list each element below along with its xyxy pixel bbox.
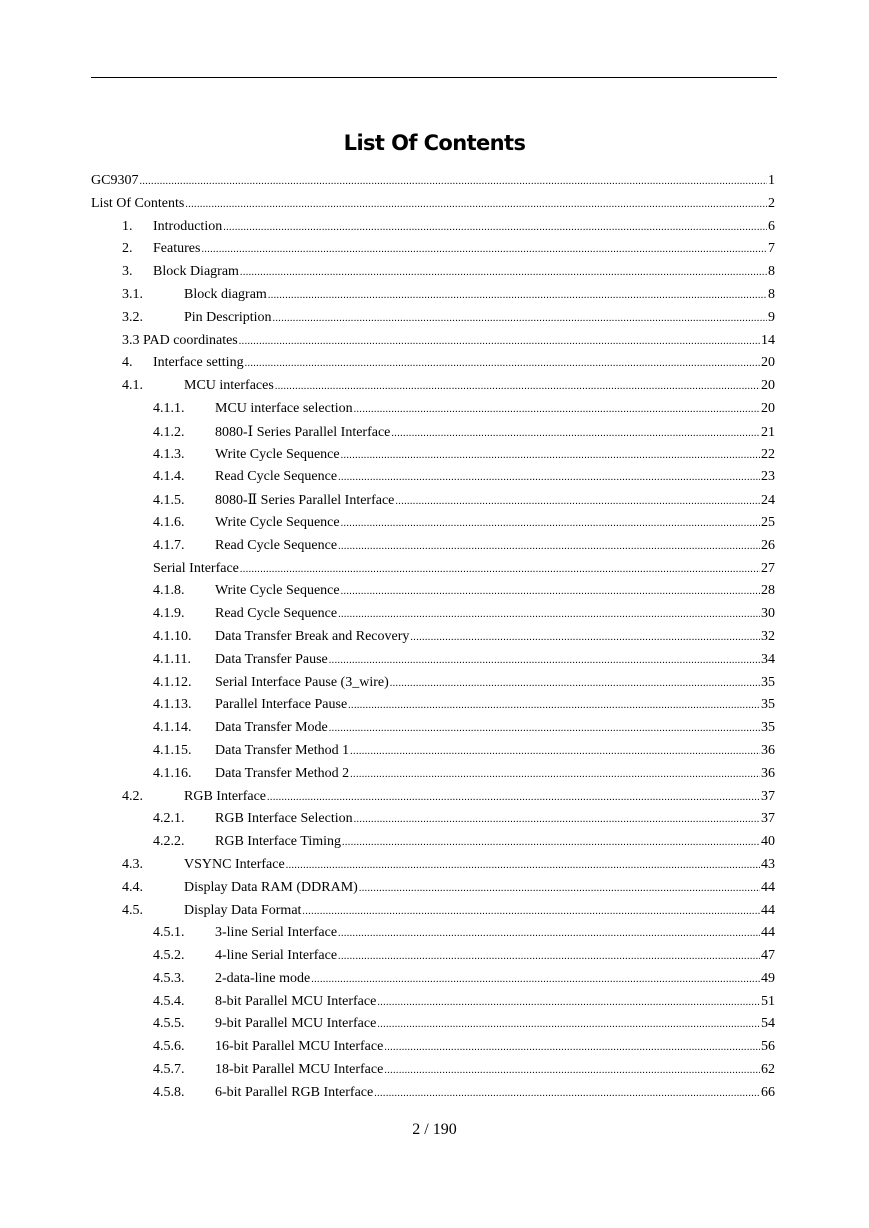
toc-leader-dots — [240, 564, 760, 575]
toc-entry[interactable] — [91, 401, 775, 424]
toc-entry-number: 4. — [122, 355, 133, 371]
toc-entry-number: 4.1.16. — [153, 765, 192, 781]
toc-entry[interactable] — [91, 606, 775, 629]
toc-leader-dots — [354, 404, 760, 415]
toc-entry[interactable] — [91, 561, 775, 584]
toc-entry-page: 35 — [761, 697, 775, 713]
toc-leader-dots — [374, 1088, 760, 1099]
toc-entry-page: 37 — [761, 788, 775, 804]
toc-entry[interactable] — [91, 789, 775, 812]
toc-entry-title: Data Transfer Method 2 — [215, 765, 350, 781]
toc-entry-number: 4.1.3. — [153, 446, 185, 462]
toc-leader-dots — [350, 769, 760, 780]
toc-leader-dots — [302, 906, 760, 917]
toc-entry-page: 2 — [768, 195, 775, 211]
toc-entry[interactable] — [91, 811, 775, 834]
toc-entry-number: 4.1.1. — [153, 400, 185, 416]
toc-entry[interactable] — [91, 720, 775, 743]
table-of-contents — [91, 173, 775, 1108]
toc-entry[interactable] — [91, 1062, 775, 1085]
toc-entry-number: 3.2. — [122, 309, 143, 325]
toc-entry-title: Read Cycle Sequence — [215, 469, 338, 485]
toc-entry-page: 44 — [761, 925, 775, 941]
toc-entry-title: RGB Interface — [184, 788, 267, 804]
toc-entry-number: 4.5.3. — [153, 970, 185, 986]
toc-entry[interactable] — [91, 538, 775, 561]
toc-entry-page: 44 — [761, 879, 775, 895]
toc-entry-title: RGB Interface Selection — [215, 811, 353, 827]
toc-entry-page: 8 — [768, 264, 775, 280]
toc-entry[interactable] — [91, 766, 775, 789]
toc-entry-number: 4.5.6. — [153, 1039, 185, 1055]
toc-leader-dots — [223, 222, 767, 233]
toc-entry[interactable] — [91, 333, 775, 356]
toc-entry[interactable] — [91, 583, 775, 606]
toc-entry-title: 6-bit Parallel RGB Interface — [215, 1084, 374, 1100]
toc-entry-number: 4.1.6. — [153, 514, 185, 530]
toc-entry-title: 3.3 PAD coordinates — [122, 332, 238, 348]
toc-entry-number: 4.1.14. — [153, 720, 192, 736]
toc-entry-page: 25 — [761, 514, 775, 530]
toc-entry-title: Write Cycle Sequence — [215, 583, 340, 599]
toc-leader-dots — [338, 928, 760, 939]
toc-entry-title: Data Transfer Mode — [215, 720, 328, 736]
toc-entry-title: 9-bit Parallel MCU Interface — [215, 1016, 377, 1032]
toc-leader-dots — [359, 883, 760, 894]
toc-entry-page: 20 — [761, 378, 775, 394]
toc-entry-page: 24 — [761, 493, 775, 509]
toc-entry[interactable] — [91, 1016, 775, 1039]
toc-entry[interactable] — [91, 196, 775, 219]
toc-leader-dots — [354, 814, 760, 825]
toc-entry-page: 36 — [761, 765, 775, 781]
toc-entry-title: VSYNC Interface — [184, 856, 285, 872]
toc-entry[interactable] — [91, 378, 775, 401]
toc-entry-page: 22 — [761, 446, 775, 462]
toc-entry-page: 54 — [761, 1016, 775, 1032]
toc-entry[interactable] — [91, 287, 775, 310]
toc-entry-page: 56 — [761, 1039, 775, 1055]
toc-entry-title: 3-line Serial Interface — [215, 925, 338, 941]
toc-entry-page: 21 — [761, 424, 775, 440]
toc-entry-title: MCU interface selection — [215, 400, 353, 416]
toc-entry-number: 4.5. — [122, 902, 143, 918]
toc-entry-title: Display Data RAM (DDRAM) — [184, 879, 358, 895]
header-rule — [91, 77, 777, 78]
toc-entry-page: 40 — [761, 834, 775, 850]
toc-entry-number: 4.1.7. — [153, 537, 185, 553]
toc-entry[interactable] — [91, 515, 775, 538]
toc-entry-page: 23 — [761, 469, 775, 485]
toc-leader-dots — [377, 997, 760, 1008]
toc-entry[interactable] — [91, 971, 775, 994]
toc-entry[interactable] — [91, 743, 775, 766]
toc-leader-dots — [338, 609, 760, 620]
toc-entry-title: GC9307 — [91, 173, 139, 188]
toc-entry-title: Interface setting — [153, 355, 244, 371]
toc-leader-dots — [348, 700, 760, 711]
toc-entry-title: 18-bit Parallel MCU Interface — [215, 1062, 384, 1078]
toc-leader-dots — [350, 746, 760, 757]
toc-entry[interactable] — [91, 173, 775, 196]
toc-entry-number: 4.5.2. — [153, 948, 185, 964]
toc-entry-title: 8080-Ⅰ Series Parallel Interface — [215, 424, 391, 440]
toc-leader-dots — [245, 358, 760, 369]
toc-entry-page: 35 — [761, 674, 775, 690]
toc-entry-page: 34 — [761, 651, 775, 667]
toc-entry[interactable] — [91, 492, 775, 515]
toc-leader-dots — [341, 450, 760, 461]
toc-entry[interactable] — [91, 697, 775, 720]
toc-entry-title: Data Transfer Pause — [215, 651, 328, 667]
toc-entry-page: 36 — [761, 742, 775, 758]
toc-entry-number: 4.3. — [122, 856, 143, 872]
toc-entry-title: Block Diagram — [153, 264, 239, 280]
toc-leader-dots — [268, 290, 767, 301]
toc-entry-page: 8 — [768, 286, 775, 302]
toc-leader-dots — [201, 244, 767, 255]
toc-leader-dots — [273, 313, 768, 324]
toc-entry[interactable] — [91, 219, 775, 242]
toc-entry-title: RGB Interface Timing — [215, 834, 341, 850]
toc-entry-title: 16-bit Parallel MCU Interface — [215, 1039, 384, 1055]
toc-entry-number: 4.1.9. — [153, 606, 185, 622]
toc-entry-page: 51 — [761, 993, 775, 1009]
toc-entry[interactable] — [91, 1039, 775, 1062]
toc-entry[interactable] — [91, 355, 775, 378]
toc-entry[interactable] — [91, 994, 775, 1017]
toc-leader-dots — [342, 837, 760, 848]
toc-entry[interactable] — [91, 925, 775, 948]
toc-entry-page: 9 — [768, 309, 775, 325]
toc-entry-page: 62 — [761, 1062, 775, 1078]
toc-leader-dots — [311, 974, 760, 985]
page-number: 2 / 190 — [412, 1121, 457, 1138]
toc-entry-number: 4.5.5. — [153, 1016, 185, 1032]
toc-entry-title: Introduction — [153, 218, 223, 234]
toc-entry[interactable] — [91, 880, 775, 903]
page-title: List Of Contents — [343, 131, 526, 155]
toc-entry-number: 4.1.12. — [153, 674, 192, 690]
toc-entry-page: 32 — [761, 628, 775, 644]
toc-entry-title: Read Cycle Sequence — [215, 606, 338, 622]
toc-entry-number: 4.5.8. — [153, 1084, 185, 1100]
toc-entry-number: 4.5.7. — [153, 1062, 185, 1078]
toc-entry-number: 4.1.10. — [153, 628, 192, 644]
toc-leader-dots — [329, 723, 760, 734]
toc-entry-number: 4.1.15. — [153, 742, 192, 758]
toc-entry-number: 3.1. — [122, 286, 143, 302]
toc-leader-dots — [390, 678, 760, 689]
toc-entry-title: Serial Interface Pause (3_wire) — [215, 674, 389, 690]
toc-entry-number: 4.1.2. — [153, 424, 185, 440]
toc-entry-title: Pin Description — [184, 309, 272, 325]
toc-entry-number: 4.1. — [122, 378, 143, 394]
toc-entry-page: 30 — [761, 606, 775, 622]
toc-entry-number: 3. — [122, 264, 133, 280]
toc-entry-title: 4-line Serial Interface — [215, 948, 338, 964]
toc-entry-title: Block diagram — [184, 286, 267, 302]
toc-entry-number: 4.5.1. — [153, 925, 185, 941]
toc-entry-number: 4.2.2. — [153, 834, 185, 850]
toc-entry-page: 20 — [761, 355, 775, 371]
toc-leader-dots — [341, 586, 760, 597]
toc-leader-dots — [384, 1042, 760, 1053]
toc-entry[interactable] — [91, 241, 775, 264]
toc-entry[interactable] — [91, 629, 775, 652]
toc-entry-title: 8-bit Parallel MCU Interface — [215, 993, 377, 1009]
toc-entry-title: Read Cycle Sequence — [215, 537, 338, 553]
toc-leader-dots — [286, 860, 760, 871]
toc-entry-number: 4.4. — [122, 879, 143, 895]
toc-leader-dots — [338, 472, 760, 483]
toc-entry-page: 49 — [761, 970, 775, 986]
toc-entry[interactable] — [91, 834, 775, 857]
toc-entry-page: 26 — [761, 537, 775, 553]
toc-entry-title: Features — [153, 241, 201, 257]
toc-entry-title: MCU interfaces — [184, 378, 274, 394]
toc-entry-page: 20 — [761, 400, 775, 416]
toc-entry-title: List Of Contents — [91, 195, 185, 211]
toc-entry-number: 4.1.5. — [153, 493, 185, 509]
toc-entry-title: Data Transfer Method 1 — [215, 742, 350, 758]
toc-entry-title: Serial Interface — [153, 560, 239, 576]
toc-leader-dots — [341, 518, 760, 529]
toc-entry-title: 8080-Ⅱ Series Parallel Interface — [215, 493, 395, 509]
toc-entry-number: 4.1.4. — [153, 469, 185, 485]
toc-leader-dots — [329, 655, 760, 666]
toc-entry[interactable] — [91, 857, 775, 880]
toc-entry-page: 35 — [761, 720, 775, 736]
toc-leader-dots — [338, 951, 760, 962]
toc-entry-page: 7 — [768, 241, 775, 257]
toc-leader-dots — [185, 199, 767, 210]
toc-entry-page: 44 — [761, 902, 775, 918]
toc-entry-page: 47 — [761, 948, 775, 964]
toc-entry-title: Write Cycle Sequence — [215, 514, 340, 530]
toc-entry-title: Parallel Interface Pause — [215, 697, 348, 713]
toc-leader-dots — [338, 541, 760, 552]
toc-entry[interactable] — [91, 424, 775, 447]
toc-entry[interactable] — [91, 447, 775, 470]
toc-leader-dots — [240, 267, 767, 278]
toc-entry-number: 1. — [122, 218, 133, 234]
toc-entry-page: 14 — [761, 332, 775, 348]
toc-leader-dots — [395, 496, 760, 507]
toc-entry-number: 4.2.1. — [153, 811, 185, 827]
toc-entry[interactable] — [91, 652, 775, 675]
toc-leader-dots — [384, 1065, 760, 1076]
toc-entry-page: 37 — [761, 811, 775, 827]
toc-entry-title: Write Cycle Sequence — [215, 446, 340, 462]
toc-entry-number: 4.1.11. — [153, 651, 191, 667]
toc-entry[interactable] — [91, 310, 775, 333]
toc-entry-page: 6 — [768, 218, 775, 234]
toc-entry-title: Data Transfer Break and Recovery — [215, 628, 410, 644]
toc-entry[interactable] — [91, 903, 775, 926]
toc-entry[interactable] — [91, 948, 775, 971]
toc-entry[interactable] — [91, 1085, 775, 1108]
toc-entry-page: 1 — [768, 173, 775, 188]
toc-entry-title: 2-data-line mode — [215, 970, 311, 986]
toc-leader-dots — [377, 1019, 760, 1030]
toc-entry-number: 4.1.8. — [153, 583, 185, 599]
toc-entry[interactable] — [91, 675, 775, 698]
toc-entry-page: 43 — [761, 856, 775, 872]
toc-entry-number: 2. — [122, 241, 133, 257]
toc-entry[interactable] — [91, 264, 775, 287]
toc-entry-number: 4.1.13. — [153, 697, 192, 713]
toc-leader-dots — [267, 792, 760, 803]
toc-entry[interactable] — [91, 469, 775, 492]
toc-entry-page: 66 — [761, 1084, 775, 1100]
toc-entry-title: Display Data Format — [184, 902, 302, 918]
toc-entry-page: 28 — [761, 583, 775, 599]
toc-entry-page: 27 — [761, 560, 775, 576]
toc-leader-dots — [410, 632, 760, 643]
toc-leader-dots — [139, 176, 767, 187]
toc-entry-number: 4.5.4. — [153, 993, 185, 1009]
toc-leader-dots — [239, 336, 760, 347]
toc-entry-number: 4.2. — [122, 788, 143, 804]
toc-leader-dots — [391, 428, 760, 439]
toc-leader-dots — [275, 381, 760, 392]
